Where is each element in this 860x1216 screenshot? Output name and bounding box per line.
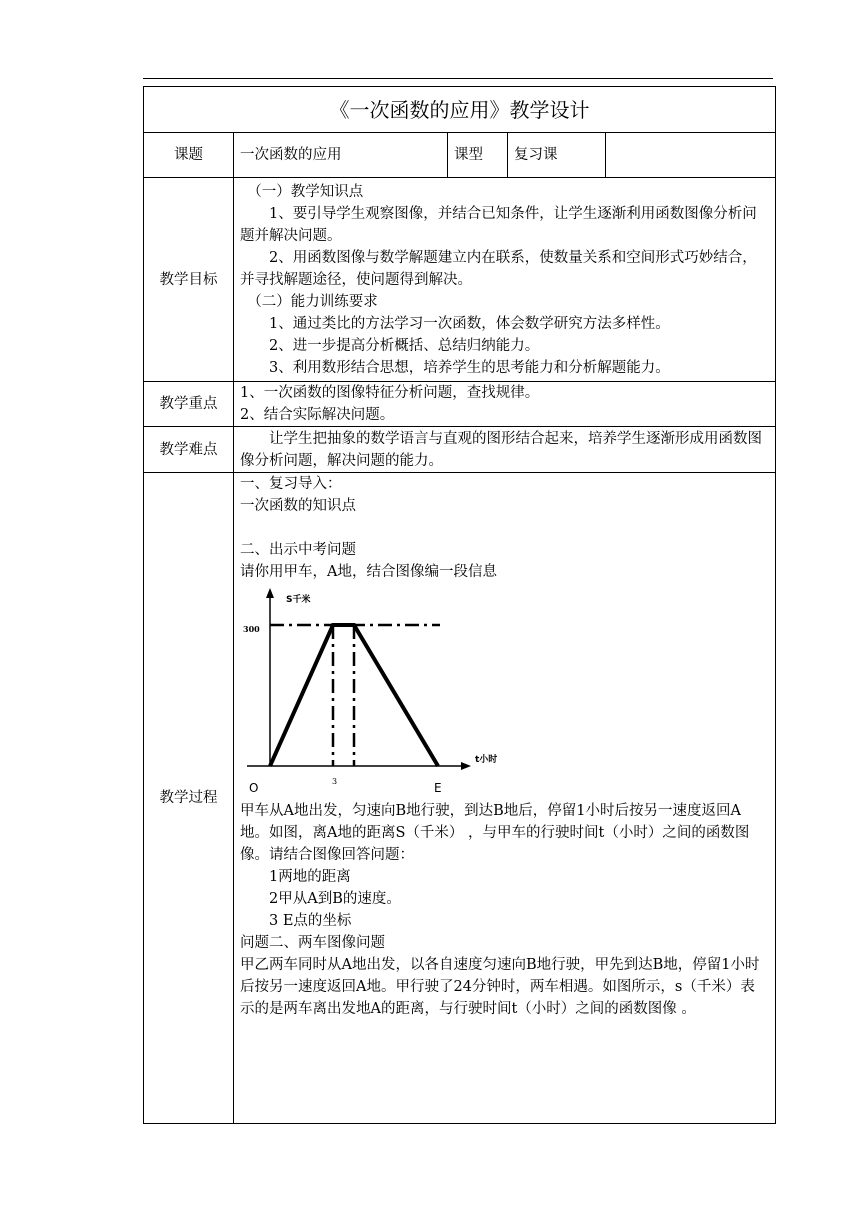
objectives-para-1: 1、要引导学生观察图像，并结合已知条件，让学生逐渐利用函数图像分析问题并解决问题。 [240,205,757,244]
difficulty-text: 让学生把抽象的数学语言与直观的图形结合起来，培养学生逐渐形成用函数图像分析问题，解决问题的能力。 [240,430,762,469]
question-2-text: 甲乙两车同时从A地出发，以各自速度匀速向B地行驶，甲先到达B地，停留1小时后按另一速度返回A地。甲行驶了24分钟时，两车相遇。如图所示，s（千米）表示的是两车离出发地A的距离，与行驶时间t（小时）之间的函数图像 。 [240,957,760,1017]
question-1a: 1两地的距离 [269,869,351,885]
objectives-para-3: 1、通过类比的方法学习一次函数，体会数学研究方法多样性。 [269,315,670,332]
key-point-2: 2、结合实际解决问题。 [240,407,395,423]
question-2-heading: 问题二、两车图像问题 [240,935,385,951]
x-tick-3: 3 [332,777,338,786]
key-point-1: 1、一次函数的图像特征分析问题，查找规律。 [240,385,540,401]
difficulty-label: 教学难点 [144,427,234,473]
y-axis-label: S千米 [286,595,311,605]
objectives-label: 教学目标 [144,178,234,382]
topic-label: 课题 [144,133,234,178]
topic-value: 一次函数的应用 [234,133,448,178]
distance-time-graph [237,586,507,798]
objectives-heading-1: （一）教学知识点 [247,183,364,200]
question-1c: 3 E点的坐标 [269,913,352,929]
question-1-text: 甲车从A地出发，匀速向B地行驶，到达B地后，停留1小时后按另一速度返回A地。如图，离A地的距离S（千米） ，与甲车的行驶时间t（小时）之间的函数图像。请结合图像回答问题： [240,803,750,863]
objectives-heading-2: （二）能力训练要求 [247,293,378,310]
type-label: 课型 [448,133,508,178]
y-axis-arrow-icon [266,588,274,598]
lesson-design-table [143,86,776,1124]
question-1b: 2甲从A到B的速度。 [269,891,401,907]
section-exam-prompt: 请你用甲车，A地，结合图像编一段信息 [240,564,497,580]
section-exam: 二、出示中考问题 [240,542,356,558]
key-points-label: 教学重点 [144,382,234,427]
empty-cell [606,133,776,178]
objectives-para-4: 2、进一步提高分析概括、总结归纳能力。 [269,337,540,354]
point-e-label: E [434,781,442,795]
key-points-content [234,382,776,427]
process-label: 教学过程 [144,473,234,1124]
x-axis-label: t小时 [475,755,498,765]
x-axis-arrow-icon [461,762,471,770]
graph-svg [237,586,507,798]
type-value: 复习课 [508,133,606,178]
section-review: 一、复习导入： [240,476,342,492]
process-content [234,473,776,1124]
origin-label: O [249,781,259,795]
document-title: 《一次函数的应用》教学设计 [144,87,776,133]
objectives-content [234,178,776,382]
section-review-item: 一次函数的知识点 [240,498,356,514]
header-rule [143,78,773,79]
objectives-para-2: 2、用函数图像与数学解题建立内在联系，使数量关系和空间形式巧妙结合，并寻找解题途径，使问题得到解决。 [240,249,757,288]
y-tick-300: 300 [243,624,260,634]
objectives-para-5: 3、利用数形结合思想，培养学生的思考能力和分析解题能力。 [269,359,670,376]
difficulty-content [234,427,776,473]
